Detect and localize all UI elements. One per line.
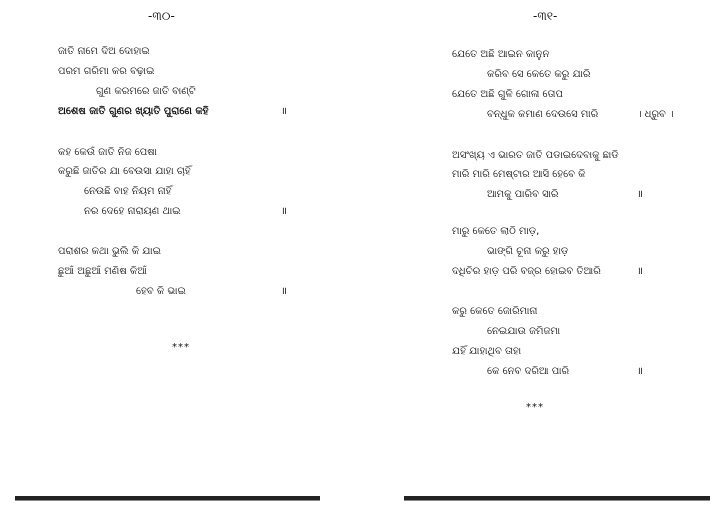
stanza-end-mark: ॥ xyxy=(281,286,287,297)
verse-line: ନେଇଯାଉ ଜମିଜମା xyxy=(487,326,561,337)
verse-line: ଅସଂଖ୍ୟ ଏ ଭାରତ ଜାତି ପଡାଇଦେବାକୁ ଛାଡି xyxy=(452,150,619,161)
verse-line: ମାରୁ କେତେ ଲାଠି ମାଡ଼, xyxy=(452,226,540,237)
page-number: -୩୧- xyxy=(533,9,558,23)
verse-line: ନର ଦେହେ ନାରାୟଣ ଥାଇ xyxy=(84,206,181,217)
verse-line: ପରମ ଗରିମା କର ବଢ଼ାଇ xyxy=(58,66,155,77)
section-break-stars: *** xyxy=(172,342,190,353)
verse-line: ଦଧିଚିର ହାଡ଼ ପରି ବଜ୍ର ହୋଇବ ତିଆରି xyxy=(452,266,601,277)
verse-line: କରୁ କେତେ ଜୋରିମାନା xyxy=(452,306,538,317)
stanza-end-mark: ॥ xyxy=(281,206,287,217)
refrain-mark: । ଧ୍ରୁବ । xyxy=(637,109,674,120)
verse-line: ପରାଶର କଥା ଭୁଲି କି ଯାଇ xyxy=(58,246,161,257)
verse-line: ଯେତେ ଅଛି ଗୁଳି ଗୋଳା ତୋପ xyxy=(452,89,563,100)
verse-line: ହେବ କି ଭାଇ xyxy=(136,286,186,297)
right-page xyxy=(360,0,720,516)
stanza-end-mark: ॥ xyxy=(281,106,287,117)
verse-line: ଆମକୁ ପାରିବ ସାରି xyxy=(487,189,559,200)
verse-line: ବନ୍ଧୁକ କମାଣ ଦେଉସେ ମାରି xyxy=(487,109,599,120)
page-number: -୩୦- xyxy=(148,9,175,23)
verse-line: ଭାଙ୍ଗି ଚୂନା କରୁ ହାଡ଼ xyxy=(487,246,569,257)
stanza-end-mark: ॥ xyxy=(637,266,643,277)
verse-line: ମାରି ମାରି ମେଷ୍ଟାର ଆସି ହେବେ କି xyxy=(452,169,586,180)
section-break-stars: *** xyxy=(526,402,544,413)
verse-line: ଅଶେଷ ଜାତି ଗୁଣର ଖ୍ୟାତି ପୁରାଣେ କହି xyxy=(58,106,209,117)
verse-line: କେ ନେବ ଦରିଆ ପାରି xyxy=(487,366,570,377)
verse-line: ଯେତେ ଅଛି ଆଇନ କାନୁନ xyxy=(452,49,550,60)
verse-line: ଯହିଁ ଯାହାଥିବ ତାହା xyxy=(452,346,522,357)
stanza-end-mark: ॥ xyxy=(637,366,643,377)
verse-line: କରୁଛି ଜାତିର ଯା ବେଉସା ଯାହା ଚାହିଁ xyxy=(58,166,191,177)
bottom-rule xyxy=(404,496,710,501)
verse-line: କରିବ ସେ କେତେ କରୁ ଯାରି xyxy=(487,69,591,80)
verse-line: ଗୁଣ କରମରେ ଜାତି ବାଣ୍ଟି xyxy=(96,86,196,97)
verse-line: ନେଉଛି ବାହ ନିୟମ ନାହିଁ xyxy=(84,186,172,197)
stanza-end-mark: ॥ xyxy=(637,189,643,200)
bottom-rule xyxy=(15,496,320,501)
verse-line: ଜାତି ନାମେ ଦିଅ ଦୋହାଇ xyxy=(58,46,150,57)
verse-line: କହ କେଉଁ ଜାତି ନିଜ ପେଷା xyxy=(58,147,157,158)
verse-line: ଛୁଆଁ ଅଛୁଆଁ ମଣିଷ କିଆଁ xyxy=(58,266,147,277)
